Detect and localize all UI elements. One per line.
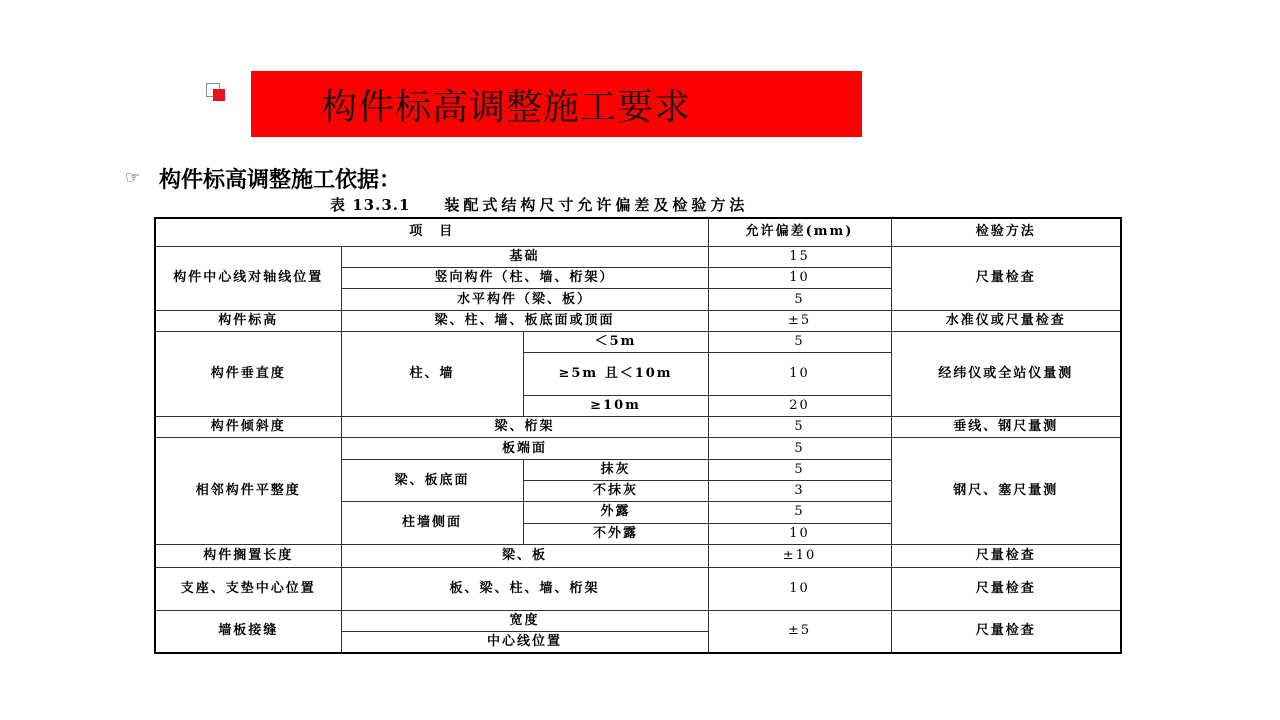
method-cell: 水准仪或尺量检查 — [891, 310, 1121, 331]
table-row — [155, 417, 1121, 438]
item-cell: 板端面 — [341, 438, 708, 459]
row-label: 构件搁置长度 — [155, 544, 341, 567]
table-caption — [330, 193, 970, 215]
table-row — [155, 568, 1121, 611]
condition-cell: 不抹灰 — [523, 481, 708, 502]
row-label: 墙板接缝 — [155, 610, 341, 653]
condition-cell: 不外露 — [523, 523, 708, 544]
row-label: 构件标高 — [155, 310, 341, 331]
method-cell: 垂线、钢尺量测 — [891, 417, 1121, 438]
red-square-bullet-icon — [206, 83, 228, 103]
method-cell: 钢尺、塞尺量测 — [891, 438, 1121, 544]
table-row — [155, 544, 1121, 567]
tolerance-table — [154, 217, 1122, 654]
header-item: 项 目 — [155, 218, 708, 246]
condition-cell: ≥10m — [523, 395, 708, 416]
table-row — [155, 246, 1121, 267]
method-cell: 尺量检查 — [891, 568, 1121, 611]
tolerance-cell: 5 — [708, 289, 891, 310]
method-cell: 经纬仪或全站仪量测 — [891, 332, 1121, 417]
table-row — [155, 438, 1121, 459]
tolerance-cell: 20 — [708, 395, 891, 416]
method-cell: 尺量检查 — [891, 610, 1121, 653]
tolerance-cell: 5 — [708, 332, 891, 353]
header-method: 检验方法 — [891, 218, 1121, 246]
item-cell: 梁、桁架 — [341, 417, 708, 438]
condition-cell: 抹灰 — [523, 459, 708, 480]
table-row — [155, 310, 1121, 331]
row-label: 构件垂直度 — [155, 332, 341, 417]
tolerance-cell: 5 — [708, 459, 891, 480]
tolerance-cell: 5 — [708, 502, 891, 523]
tolerance-cell: ±5 — [708, 310, 891, 331]
condition-cell: ＜5m — [523, 332, 708, 353]
row-label: 支座、支垫中心位置 — [155, 568, 341, 611]
sub-label: 柱、墙 — [341, 332, 523, 417]
item-cell: 梁、板 — [341, 544, 708, 567]
tolerance-cell: 5 — [708, 438, 891, 459]
tolerance-cell: 5 — [708, 417, 891, 438]
tolerance-cell: 10 — [708, 353, 891, 396]
table-name: 装配式结构尺寸允许偏差及检验方法 — [444, 195, 749, 214]
sub-label: 柱墙侧面 — [341, 502, 523, 545]
subheading — [125, 161, 401, 195]
table-number: 表 13.3.1 — [330, 195, 411, 214]
tolerance-cell: 10 — [708, 523, 891, 544]
condition-cell: 外露 — [523, 502, 708, 523]
header-tolerance: 允许偏差(mm) — [708, 218, 891, 246]
tolerance-cell: 15 — [708, 246, 891, 267]
pointing-hand-icon: ☞ — [125, 168, 141, 188]
table-row — [155, 332, 1121, 353]
tolerance-cell: ±10 — [708, 544, 891, 567]
item-cell: 板、梁、柱、墙、桁架 — [341, 568, 708, 611]
item-cell: 基础 — [341, 246, 708, 267]
item-cell: 中心线位置 — [341, 632, 708, 653]
row-label: 构件中心线对轴线位置 — [155, 246, 341, 310]
table-row — [155, 610, 1121, 631]
method-cell: 尺量检查 — [891, 544, 1121, 567]
item-cell: 竖向构件（柱、墙、桁架） — [341, 268, 708, 289]
row-label: 构件倾斜度 — [155, 417, 341, 438]
tolerance-cell: 3 — [708, 481, 891, 502]
condition-cell: ≥5m 且＜10m — [523, 353, 708, 396]
item-cell: 梁、柱、墙、板底面或顶面 — [341, 310, 708, 331]
sub-label: 梁、板底面 — [341, 459, 523, 502]
table-header-row — [155, 218, 1121, 246]
item-cell: 水平构件（梁、板） — [341, 289, 708, 310]
slide-title: 构件标高调整施工要求 — [321, 86, 692, 128]
method-cell: 尺量检查 — [891, 246, 1121, 310]
item-cell: 宽度 — [341, 610, 708, 631]
title-banner — [251, 71, 862, 137]
tolerance-cell: 10 — [708, 268, 891, 289]
tolerance-cell: ±5 — [708, 610, 891, 653]
row-label: 相邻构件平整度 — [155, 438, 341, 544]
subheading-text: 构件标高调整施工依据： — [159, 167, 402, 193]
tolerance-cell: 10 — [708, 568, 891, 611]
